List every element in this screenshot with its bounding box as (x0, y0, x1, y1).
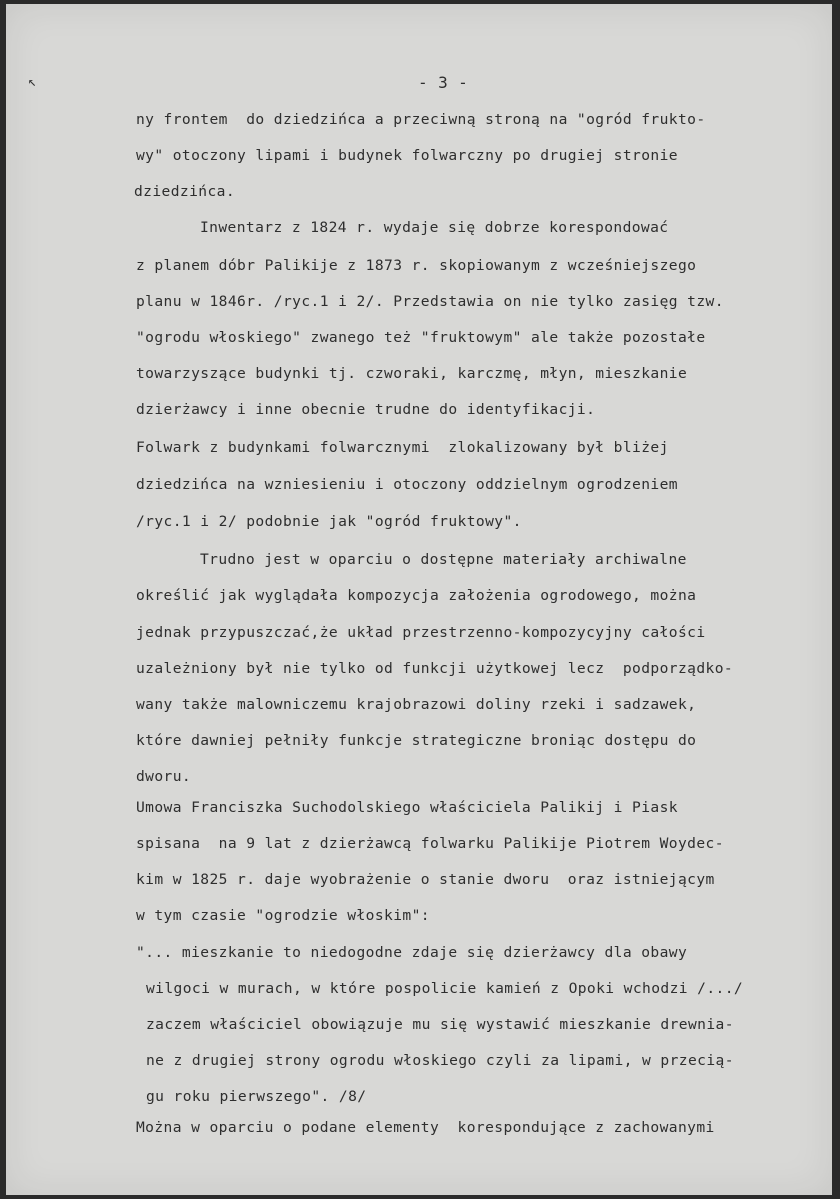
text-line: Można w oparciu o podane elementy korespondujące z zachowanymi (136, 1119, 715, 1136)
text-line: które dawniej pełniły funkcje strategiczne broniąc dostępu do (136, 732, 697, 749)
text-line: Umowa Franciszka Suchodolskiego właściciela Palikij i Piask (136, 799, 678, 816)
text-line: towarzyszące budynki tj. czworaki, karczmę, młyn, mieszkanie (136, 365, 688, 382)
text-line: dworu. (136, 768, 192, 785)
text-line: jednak przypuszczać,że układ przestrzenno-kompozycyjny całości (136, 624, 706, 641)
page-number: - 3 - (418, 73, 469, 92)
document-page (6, 4, 832, 1195)
text-line: dzierżawcy i inne obecnie trudne do identyfikacji. (136, 401, 596, 418)
margin-mark: ↖ (28, 74, 37, 90)
text-line: Inwentarz z 1824 r. wydaje się dobrze korespondować (200, 219, 669, 236)
text-line: dziedzińca na wzniesieniu i otoczony oddzielnym ogrodzeniem (136, 476, 678, 493)
text-line: w tym czasie "ogrodzie włoskim": (136, 907, 430, 924)
text-line: Folwark z budynkami folwarcznymi zlokalizowany był bliżej (136, 439, 669, 456)
text-line: uzależniony był nie tylko od funkcji użytkowej lecz podporządko- (136, 660, 734, 677)
text-line: gu roku pierwszego". /8/ (146, 1088, 367, 1105)
text-line: spisana na 9 lat z dzierżawcą folwarku Palikije Piotrem Woydec- (136, 835, 724, 852)
text-line: dziedzińca. (134, 183, 236, 200)
text-line: "... mieszkanie to niedogodne zdaje się dzierżawcy dla obawy (136, 944, 688, 961)
text-line: z planem dóbr Palikije z 1873 r. skopiowanym z wcześniejszego (136, 257, 697, 274)
text-line: wilgoci w murach, w które pospolicie kamień z Opoki wchodzi /.../ (146, 980, 744, 997)
text-line: określić jak wyglądała kompozycja założenia ogrodowego, można (136, 587, 697, 604)
text-line: ny frontem do dziedzińca a przeciwną stroną na "ogród frukto- (136, 111, 706, 128)
text-line: /ryc.1 i 2/ podobnie jak "ogród fruktowy". (136, 513, 522, 530)
text-line: Trudno jest w oparciu o dostępne materiały archiwalne (200, 551, 687, 568)
text-line: kim w 1825 r. daje wyobrażenie o stanie dworu oraz istniejącym (136, 871, 715, 888)
text-line: "ogrodu włoskiego" zwanego też "fruktowym" ale także pozostałe (136, 329, 706, 346)
text-line: ne z drugiej strony ogrodu włoskiego czyli za lipami, w przecią- (146, 1052, 734, 1069)
text-line: planu w 1846r. /ryc.1 i 2/. Przedstawia on nie tylko zasięg tzw. (136, 293, 724, 310)
text-line: wany także malowniczemu krajobrazowi doliny rzeki i sadzawek, (136, 696, 697, 713)
text-line: wy" otoczony lipami i budynek folwarczny po drugiej stronie (136, 147, 678, 164)
text-line: zaczem właściciel obowiązuje mu się wystawić mieszkanie drewnia- (146, 1016, 734, 1033)
